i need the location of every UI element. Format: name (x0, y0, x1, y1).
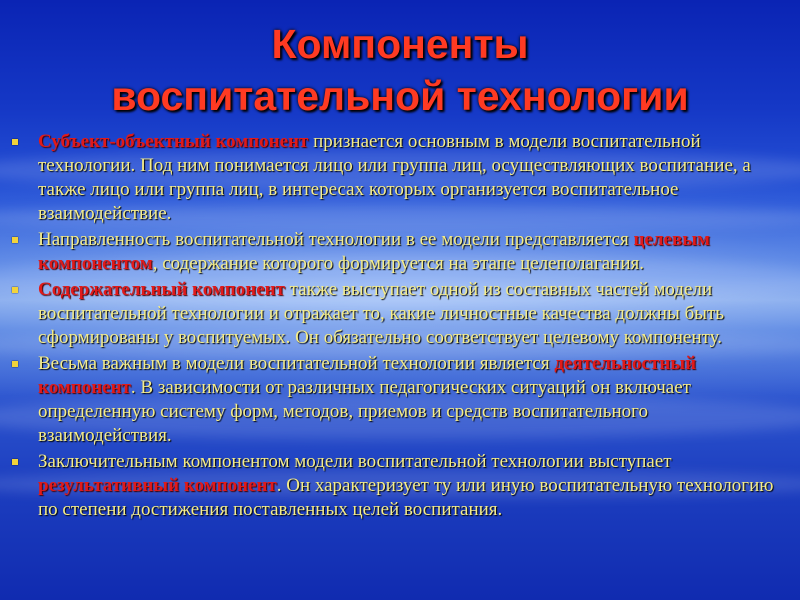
bullet-item-result (0, 450, 800, 522)
highlight-term: деятельностный компонент (38, 353, 697, 398)
bullet-text: , содержание которого формируется на этапе целеполагания. (152, 253, 645, 274)
bullet-marker-icon (12, 237, 18, 243)
bullet-text: Заключительным компонентом модели воспитательной технологии выступает (38, 451, 672, 472)
bullet-item-activity (0, 352, 800, 448)
bullet-marker-icon (12, 361, 18, 367)
bullet-marker-icon (12, 287, 18, 293)
highlight-term: результативный компонент (38, 475, 277, 496)
bullet-list (0, 130, 800, 524)
bullet-text: Весьма важным в модели воспитательной технологии является (38, 353, 555, 374)
bullet-item-subject-object (0, 130, 800, 226)
bullet-item-target (0, 228, 800, 276)
bullet-item-content (0, 278, 800, 350)
highlight-term: целевым компонентом (38, 229, 710, 274)
bullet-text: . В зависимости от различных педагогических ситуаций он включает определенную систему форм, методов, приемов и средств воспитательного взаимодействия. (38, 377, 691, 446)
highlight-term: Субъект-объектный компонент (38, 131, 309, 152)
title-line-1: Компоненты (271, 21, 529, 67)
bullet-marker-icon (12, 139, 18, 145)
title-line-2: воспитательной технологии (111, 73, 689, 119)
bullet-text: . Он характеризует ту или иную воспитательную технологию по степени достижения поставленных целей воспитания. (38, 475, 774, 520)
slide-title (0, 18, 800, 122)
bullet-text: также выступает одной из составных частей модели воспитательной технологии и отражает то, какие личностные качества должны быть сформированы у воспитуемых. Он обязательно соответствует целевому компоненту. (38, 279, 725, 348)
highlight-term: Содержательный компонент (38, 279, 285, 300)
bullet-text: признается основным в модели воспитательной технологии. Под ним понимается лицо или группа лиц, осуществляющих воспитание, а также лицо или группа лиц, в интересах которых организуется воспитательное взаимодействие. (38, 131, 751, 224)
bullet-marker-icon (12, 459, 18, 465)
bullet-text: Направленность воспитательной технологии в ее модели представляется (38, 229, 634, 250)
